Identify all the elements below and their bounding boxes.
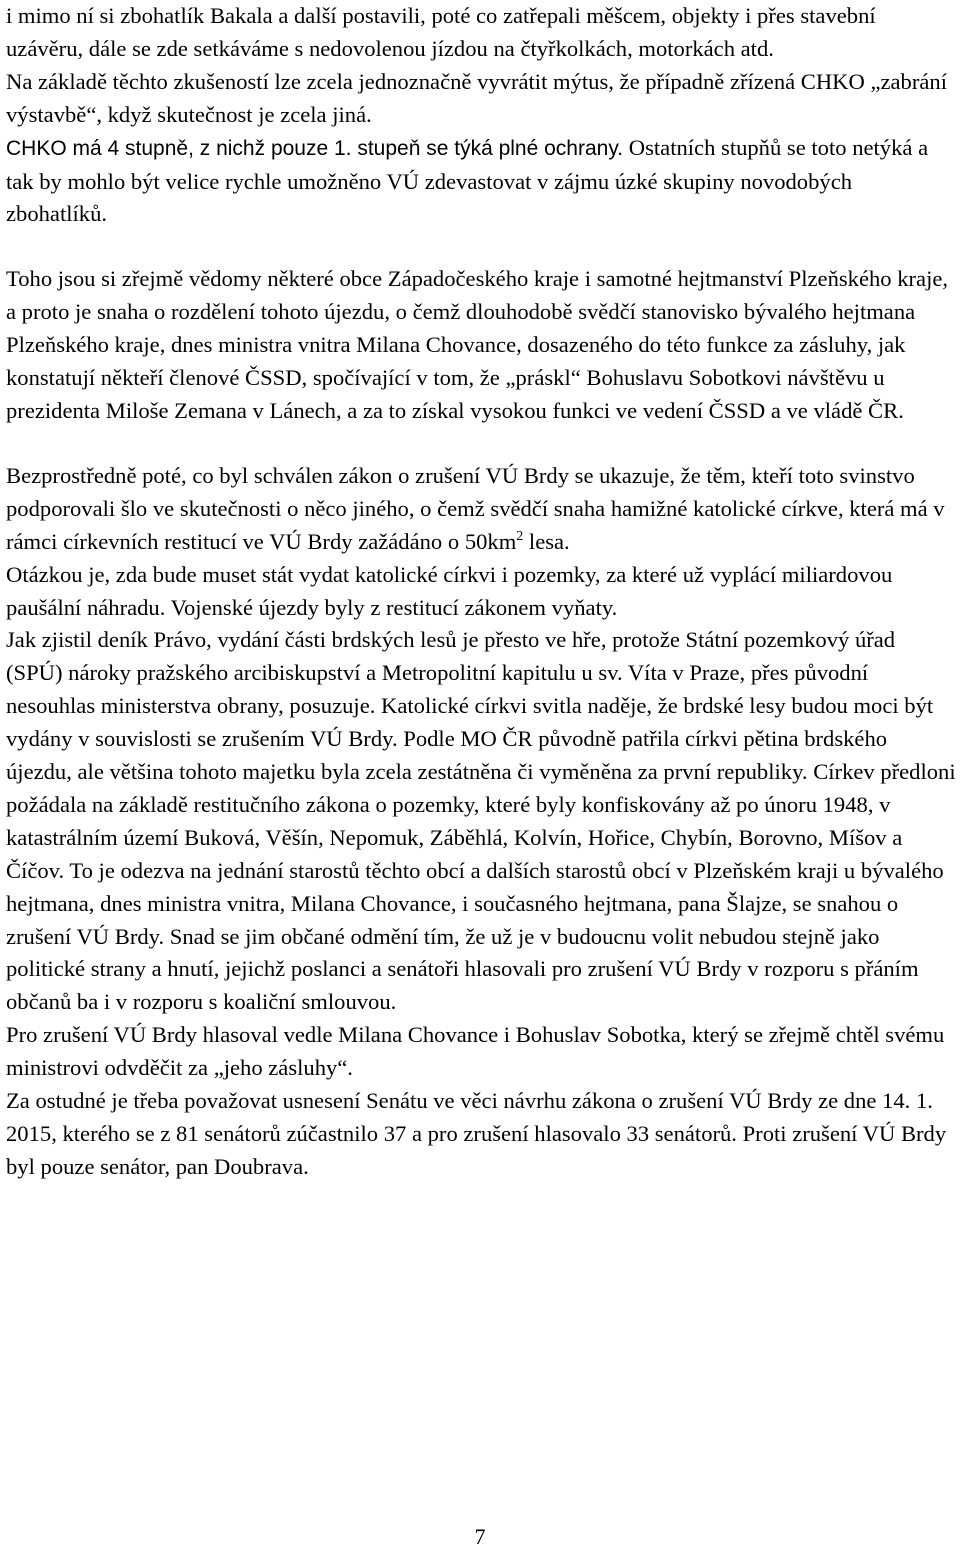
paragraph-3 [6,460,956,559]
paragraph-1 [6,0,956,231]
page-number: 7 [474,1524,486,1549]
paragraph-4: Otázkou je, zda bude muset stát vydat katolické církvi i pozemky, za které už vyplácí miliardovou paušální náhradu. Vojenské újezdy byly z restitucí zákonem vyňaty. [6,561,893,620]
paragraph-3-text: Bezprostředně poté, co byl schválen zákon o zrušení VÚ Brdy se ukazuje, že těm, kteří toto svinstvo podporovali šlo ve skutečnosti o něco jiného, o čemž svědčí snaha hamižné katolické církve, která má v rámci církevních restitucí ve VÚ Brdy zažádáno o 50km [6,462,945,554]
paragraph-1-text-a: i mimo ní si zbohatlík Bakala a další postavili, poté co zatřepali měšcem, objekty i přes stavební uzávěru, dále se zde setkáváme s nedovolenou jízdou na čtyřkolkách, motorkách atd. [6,3,876,61]
paragraph-1-text-b: Na základě těchto zkušeností lze zcela jednoznačně vyvrátit mýtus, že případně zřízená CHKO „zabrání výstavbě“, když skutečnost je zcela jiná. [6,68,947,127]
paragraph-6: Pro zrušení VÚ Brdy hlasoval vedle Milana Chovance i Bohuslav Sobotka, který se zřejmě chtěl svému ministrovi odvděčit za „jeho zásluhy“. [6,1022,945,1081]
paragraph-2: Toho jsou si zřejmě vědomy některé obce Západočeského kraje i samotné hejtmanství Plzeňského kraje, a proto je snaha o rozdělení tohoto újezdu, o čemž dlouhodobě svědčí stanovisko bývalého hejtmana Plzeňského kraje, dnes ministra vnitra Milana Chovance, dosazeného do této funkce za zásluhy, jak konstatují někteří členové ČSSD, spočívající v tom, že „práskl“ Bohuslavu Sobotkovi návštěvu u prezidenta Miloše Zemana v Lánech, a za to získal vysokou funkci ve vedení ČSSD a ve vládě ČR. [6,266,949,423]
paragraph-1-text-sans: CHKO má 4 stupně, z nichž pouze 1. stupeň se týká plné ochrany. [6,136,624,160]
paragraph-3-text-end: lesa. [523,528,570,554]
paragraph-5: Jak zjistil deník Právo, vydání části brdských lesů je přesto ve hře, protože Státní pozemkový úřad (SPÚ) nároky pražského arcibiskupství a Metropolitní kapitulu u sv. Víta v Praze, přes původní nesouhlas ministerstva obrany, posuzuje. Katolické církvi svitla naděje, že brdské lesy budou moci být vydány v souvislosti se zrušením VÚ Brdy. Podle MO ČR původně patřila církvi pětina brdského újezdu, ale většina tohoto majetku byla zcela zestátněna či vyměněna za první republiky. Církev předloni požádala na základě restitučního zákona o pozemky, které byly konfiskovány až po únoru 1948, v katastrálním území Buková, Věšín, Nepomuk, Záběhlá, Kolvín, Hořice, Chybín, Borovno, Míšov a Číčov. To je odezva na jednání starostů těchto obcí a dalších starostů obcí v Plzeňském kraji u bývalého hejtmana, dnes ministra vnitra, Milana Chovance, i současného hejtmana, pana Šlajze, se snahou o zrušení VÚ Brdy. Snad se jim občané odmění tím, že už je v budoucnu volit nebudou stejně jako politické strany a hnutí, jejichž poslanci a senátoři hlasovali pro zrušení VÚ Brdy v rozporu s přáním občanů ba i v rozporu s koaliční smlouvou. [6,627,956,1015]
paragraph-7: Za ostudné je třeba považovat usnesení Senátu ve věci návrhu zákona o zrušení VÚ Brdy ze dne 14. 1. 2015, kterého se z 81 senátorů zúčastnilo 37 a pro zrušení hlasovalo 33 senátorů. Proti zrušení VÚ Brdy byl pouze senátor, pan Doubrava. [6,1088,947,1179]
superscript-2: 2 [516,528,524,544]
document-body [6,0,956,1184]
paragraph-1-text-c: Ostatních stupňů se toto netýká a tak by mohlo být velice rychle umožněno VÚ zdevastovat v zájmu úzké skupiny novodobých zbohatlíků. [6,134,929,227]
